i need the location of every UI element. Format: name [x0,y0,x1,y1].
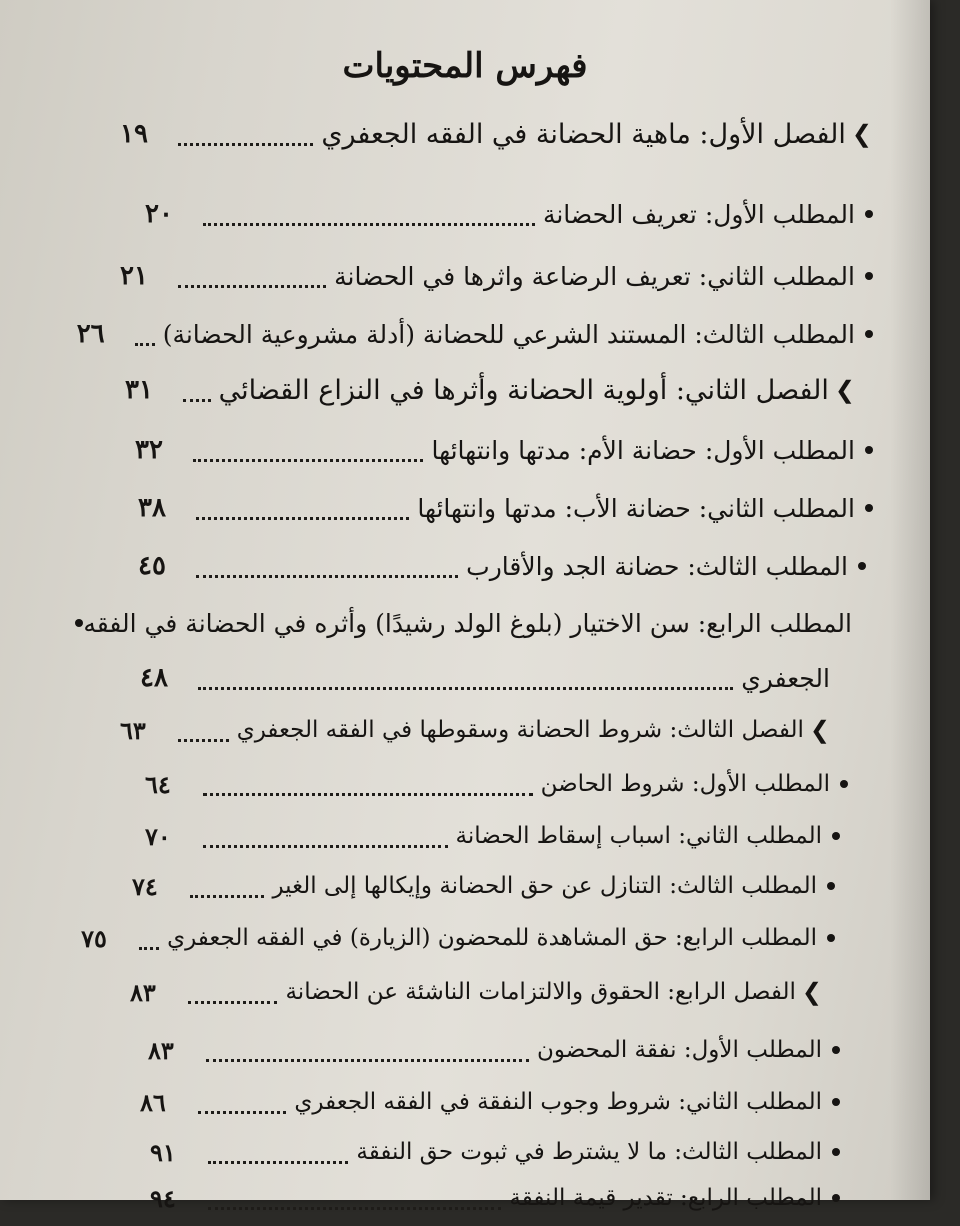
toc-page-number: ٦٤ [145,769,171,799]
chevron-left-icon: ❮ [809,716,830,744]
toc-entry-label: المطلب الثالث: التنازل عن حق الحضانة وإيكالها إلى الغير [272,873,817,899]
bullet-icon [865,210,873,218]
bullet-icon [832,1046,840,1054]
toc-entry-continuation: الجعفري [741,663,830,693]
toc-entry-section [120,248,873,304]
toc-page-number: ٩٤ [150,1183,176,1213]
bullet-icon [865,272,873,280]
dot-leader [193,459,423,462]
toc-entry-label: الفصل الثالث: شروط الحضانة وسقوطها في الفقه الجعفري [236,717,804,743]
bullet-icon [865,330,873,338]
dot-leader [198,1111,286,1114]
bullet-icon [75,619,83,627]
dot-leader [203,223,535,226]
toc-entry-label: المطلب الأول: تعريف الحضانة [542,199,855,229]
toc-page-number: ٢٦ [76,319,105,349]
chevron-left-icon: ❮ [834,376,855,404]
toc-entry-label: المطلب الثاني: تعريف الرضاعة واثرها في الحضانة [334,261,855,291]
dot-leader [203,793,533,796]
dot-leader [196,575,458,578]
toc-entry-section [150,1170,840,1226]
dot-leader [183,399,211,402]
toc-entry-section [76,306,873,362]
dot-leader [198,687,733,690]
toc-entry-label: المطلب الأول: حضانة الأم: مدتها وانتهائها [431,435,855,465]
toc-entry-section [140,1074,840,1130]
dot-leader [208,1161,348,1164]
bullet-icon [840,780,848,788]
toc-entry-section [132,858,835,914]
toc-entry-chapter [130,964,822,1020]
toc-entry-label: الفصل الرابع: الحقوق والالتزامات الناشئة عن الحضانة [285,979,796,1005]
toc-page-number: ٢٠ [145,199,173,229]
dot-leader [196,517,409,520]
toc-entry-label: الفصل الأول: ماهية الحضانة في الفقه الجعفري [321,118,846,150]
toc-entry-label: المطلب الأول: شروط الحاضن [540,771,830,797]
toc-page-number: ٨٦ [140,1087,166,1117]
toc-entry-label: الفصل الثاني: أولوية الحضانة وأثرها في النزاع القضائي [218,374,829,406]
toc-entry-label: المطلب الثالث: حضانة الجد والأقارب [466,551,848,581]
bullet-icon [865,446,873,454]
toc-page-number: ٧٥ [81,923,107,953]
dot-leader [208,1207,501,1210]
toc-page-number: ٧٤ [132,871,158,901]
toc-entry-label: المطلب الثالث: المستند الشرعي للحضانة (أدلة مشروعية الحضانة) [162,319,855,349]
toc-entry-section-continued [140,650,830,706]
toc-page-number: ٣٨ [138,493,166,523]
toc-entry-section [145,186,873,242]
dot-leader [135,343,155,346]
toc-page-number: ٩١ [150,1137,176,1167]
toc-entry-section [135,422,873,478]
dot-leader [206,1059,529,1062]
toc-entry-section [145,808,840,864]
toc-entry-section [145,756,848,812]
toc-page-number: ٤٨ [140,663,168,693]
toc-entry-section [138,538,866,594]
page-title: فهرس المحتويات [342,46,588,86]
bullet-icon [827,882,835,890]
toc-entry-label: المطلب الرابع: سن الاختيار (بلوغ الولد رشيدًا) وأثره في الحضانة في الفقه [83,608,852,638]
chevron-left-icon: ❮ [851,120,872,148]
toc-page-number: ٣١ [125,375,153,405]
toc-page-number: ٨٣ [130,977,156,1007]
toc-entry-section [148,1022,840,1078]
toc-entry-label: المطلب الأول: نفقة المحضون [536,1037,822,1063]
bullet-icon [832,832,840,840]
toc-entry-label: المطلب الثاني: حضانة الأب: مدتها وانتهائها [417,493,855,523]
dot-leader [178,285,326,288]
dot-leader [188,1001,277,1004]
bullet-icon [832,1194,840,1202]
dot-leader [190,895,264,898]
bullet-icon [832,1098,840,1106]
toc-page-number: ١٩ [120,119,148,149]
toc-page-number: ٤٥ [138,551,166,581]
toc-page-number: ٨٣ [148,1035,174,1065]
bullet-icon [865,504,873,512]
toc-page-number: ٣٢ [135,435,163,465]
toc-page-number: ٧٠ [145,821,171,851]
chevron-left-icon: ❮ [801,978,822,1006]
toc-entry-section [81,910,835,966]
toc-entry-label: المطلب الثالث: ما لا يشترط في ثبوت حق النفقة [356,1139,822,1165]
dot-leader [178,143,313,146]
bullet-icon [832,1148,840,1156]
toc-entry-label: المطلب الرابع: حق المشاهدة للمحضون (الزيارة) في الفقه الجعفري [167,925,817,951]
toc-entry-chapter [125,362,855,418]
toc-entry-label: المطلب الثاني: شروط وجوب النفقة في الفقه الجعفري [294,1089,822,1115]
toc-entry-chapter [120,106,872,162]
toc-entry-section-wrapped [65,598,852,648]
toc-entry-label: المطلب الثاني: اسباب إسقاط الحضانة [455,823,822,849]
dot-leader [203,845,448,848]
bullet-icon [827,934,835,942]
toc-entry-chapter [120,702,830,758]
toc-entry-section [138,480,873,536]
toc-page-number: ٢١ [120,261,148,291]
bullet-icon [858,562,866,570]
dot-leader [139,947,159,950]
toc-page-number: ٦٣ [120,715,146,745]
dot-leader [178,739,229,742]
toc-entry-label: المطلب الرابع: تقدير قيمة النفقة [509,1185,822,1211]
